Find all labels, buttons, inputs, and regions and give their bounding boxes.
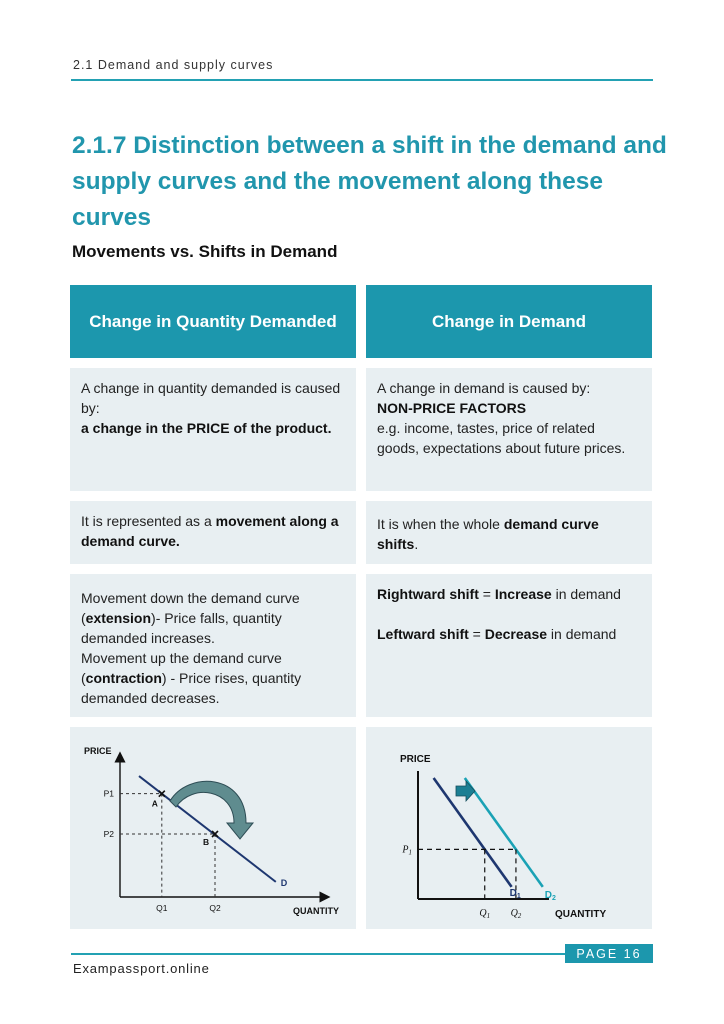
- chart-shift-in-demand: [366, 727, 652, 929]
- tick-label-p2: P2: [103, 829, 114, 839]
- guide-lines: [120, 794, 215, 897]
- tick-label-p1: P1: [103, 788, 114, 799]
- cell-shifts-right: [366, 574, 652, 717]
- tick-label-p1: [401, 844, 412, 856]
- tick-label-q1: Q1: [156, 903, 168, 913]
- footer-rule: [71, 953, 565, 955]
- movement-chart-svg: [70, 727, 356, 929]
- demand-curve-d2: [465, 778, 543, 887]
- cell-text: (: [81, 610, 86, 626]
- point-label-b: B: [203, 837, 210, 847]
- point-label-a: A: [151, 798, 158, 809]
- x-axis-label: QUANTITY: [555, 909, 607, 920]
- cell-cause-right: [366, 368, 652, 491]
- cell-line: demanded decreases.: [81, 690, 220, 706]
- cell-line: Movement up the demand curve: [81, 650, 282, 666]
- cell-text: A change in demand is caused by:: [377, 380, 591, 396]
- shift-chart-svg: [366, 727, 652, 929]
- demand-curve-d1: [434, 778, 512, 887]
- cell-bold-text: extension: [85, 610, 152, 626]
- tick-main: Q: [510, 908, 518, 919]
- table-header-change-in-demand: Change in Demand: [366, 285, 652, 358]
- page-title: 2.1.7 Distinction between a shift in the demand and supply curves and the movement along these curves: [72, 132, 667, 231]
- cell-line: Movement down the demand curve: [81, 590, 300, 606]
- tick-label-q2: [511, 908, 522, 920]
- cell-representation-right: [366, 501, 652, 564]
- cell-text: It is when the whole: [377, 516, 504, 532]
- cell-detail-text: e.g. income, tastes, price of related goods, expectations about future prices.: [377, 420, 626, 456]
- tick-main: P: [402, 844, 409, 856]
- curve-label-d1: [510, 888, 521, 900]
- shift-arrow-icon: [456, 781, 475, 801]
- cell-bold-text: Rightward shift: [377, 586, 479, 602]
- cell-representation-left: [70, 501, 356, 564]
- footer-site-name: Exampassport.online: [73, 961, 210, 976]
- cell-text: in demand: [547, 626, 617, 642]
- curve-label-d2: [545, 890, 556, 902]
- header-rule: [71, 79, 653, 81]
- cell-line: demanded increases.: [81, 630, 215, 646]
- tick-sub: 1: [486, 912, 491, 920]
- curve-label-d: D: [280, 877, 288, 888]
- tick-label-q1: [479, 908, 490, 920]
- cell-text: A change in quantity demanded is caused by:: [81, 380, 341, 416]
- tick-label-q2: Q2: [209, 903, 221, 913]
- cell-bold-text: a change in the PRICE of the product.: [81, 420, 332, 436]
- chart-movement-along: [70, 727, 356, 929]
- curve-label-sub: 2: [552, 895, 556, 902]
- tick-sub: 1: [408, 848, 412, 857]
- header-section-label: 2.1 Demand and supply curves: [73, 58, 274, 72]
- cell-bold-text: Leftward shift: [377, 626, 469, 642]
- curve-label-main: D: [509, 888, 517, 899]
- cell-bold-text: Decrease: [484, 626, 548, 642]
- x-axis-label: QUANTITY: [293, 906, 339, 916]
- cell-bold-text: NON-PRICE FACTORS: [377, 400, 527, 416]
- cell-bold-text: Increase: [494, 586, 552, 602]
- cell-text: in demand: [551, 586, 621, 602]
- cell-text: ) - Price rises, quantity: [161, 670, 302, 686]
- cell-text: It is represented as a: [81, 513, 216, 529]
- curve-label-sub: 1: [516, 893, 521, 900]
- tick-sub: 2: [517, 912, 522, 920]
- cell-text: )- Price falls, quantity: [151, 610, 282, 626]
- curve-label-main: D: [544, 890, 553, 901]
- cell-bold-text: demand curve shifts: [377, 516, 599, 552]
- cell-text: =: [478, 586, 495, 602]
- y-axis-label: PRICE: [400, 754, 431, 765]
- y-axis-label: PRICE: [84, 746, 112, 756]
- cell-cause-left: [70, 368, 356, 491]
- cell-text: .: [414, 536, 419, 552]
- cell-text: (: [81, 670, 86, 686]
- cell-bold-text: movement along a demand curve.: [81, 513, 339, 549]
- cell-text: =: [468, 626, 485, 642]
- page-subtitle: Movements vs. Shifts in Demand: [72, 242, 338, 261]
- cell-movements-left: [70, 574, 356, 717]
- tick-main: Q: [479, 908, 487, 919]
- page-number-badge: PAGE 16: [565, 944, 653, 963]
- table-header-quantity-demanded: Change in Quantity Demanded: [70, 285, 356, 358]
- cell-bold-text: contraction: [85, 670, 162, 686]
